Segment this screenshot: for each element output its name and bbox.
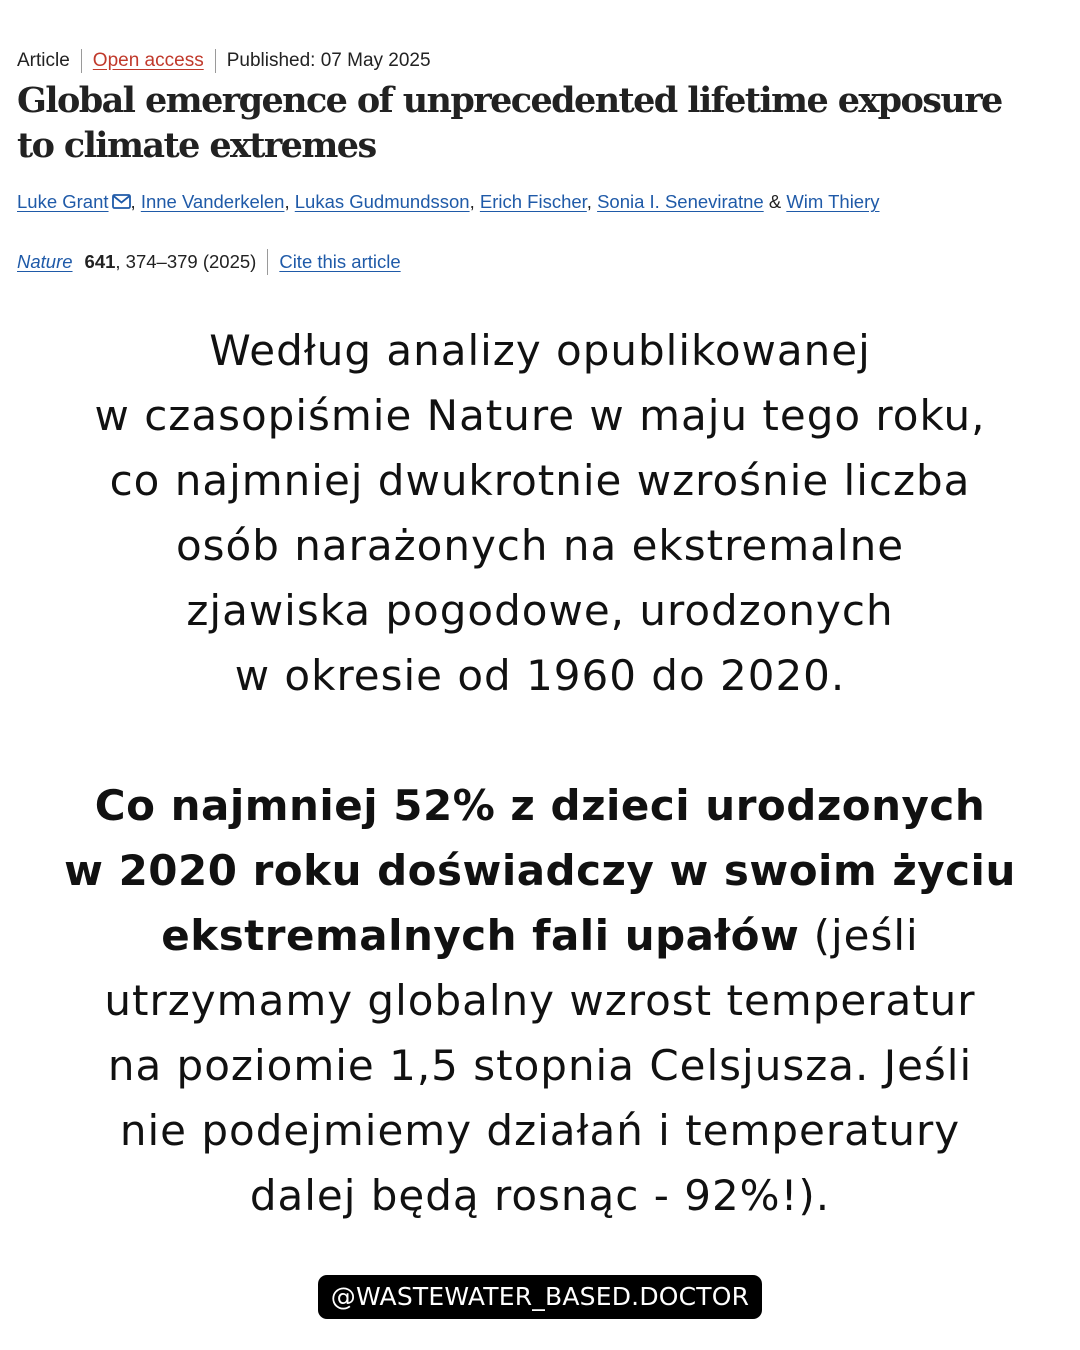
paragraph-2-line: na poziomie 1,5 stopnia Celsjusza. Jeśli	[107, 1041, 973, 1090]
author-separator: ,	[130, 191, 141, 212]
paragraph-2-line: (jeśli	[799, 911, 919, 960]
paragraph-1-line: w okresie od 1960 do 2020.	[234, 651, 846, 700]
author-handle-badge: @WASTEWATER_BASED.DOCTOR	[318, 1275, 762, 1319]
author-separator: ,	[284, 191, 295, 212]
article-type-label: Article	[17, 50, 70, 71]
paragraph-1-line: co najmniej dwukrotnie wzrośnie liczba	[109, 456, 971, 505]
article-meta-row	[17, 44, 1057, 78]
author-link[interactable]: Sonia I. Seneviratne	[597, 191, 764, 212]
author-link[interactable]: Wim Thiery	[786, 191, 880, 212]
paragraph-2-line: dalej będą rosnąc - 92%!).	[249, 1171, 831, 1220]
author-separator: ,	[469, 191, 480, 212]
author-list	[17, 187, 1057, 218]
author-link[interactable]: Lukas Gudmundsson	[294, 191, 470, 212]
open-access-link[interactable]: Open access	[92, 50, 204, 71]
paragraph-2-bold-line: w 2020 roku doświadczy w swoim życiu	[64, 846, 1016, 895]
paragraph-2-line: nie podejmiemy działań i temperatury	[119, 1106, 961, 1155]
article-title-line-2: to climate extremes	[17, 125, 376, 166]
author-link[interactable]: Inne Vanderkelen	[140, 191, 285, 212]
paragraph-1	[40, 318, 1040, 708]
citation-row	[17, 247, 1057, 277]
envelope-icon[interactable]	[112, 188, 131, 218]
paragraph-2-bold-line: ekstremalnych fali upałów	[161, 911, 800, 960]
meta-divider	[215, 49, 216, 73]
author-link[interactable]: Erich Fischer	[479, 191, 587, 212]
paragraph-2-line: utrzymamy globalny wzrost temperatur	[104, 976, 976, 1025]
paragraph-1-line: zjawiska pogodowe, urodzonych	[186, 586, 894, 635]
citation-divider	[267, 249, 268, 275]
journal-volume: 641	[84, 251, 116, 272]
paragraph-1-line: w czasopiśmie Nature w maju tego roku,	[94, 391, 986, 440]
pages-year: , 374–379 (2025)	[115, 251, 257, 272]
author-and: &	[763, 191, 787, 212]
article-title-line-1: Global emergence of unprecedented lifetime exposure	[17, 80, 1002, 121]
paragraph-1-line: Według analizy opublikowanej	[209, 326, 871, 375]
paragraph-2-bold-line: Co najmniej 52% z dzieci urodzonych	[94, 781, 986, 830]
journal-link[interactable]: Nature	[17, 251, 73, 272]
paragraph-1-line: osób narażonych na ekstremalne	[175, 521, 905, 570]
meta-divider	[81, 49, 82, 73]
author-link[interactable]: Luke Grant	[17, 191, 109, 212]
published-date: Published: 07 May 2025	[226, 50, 431, 71]
author-separator: ,	[586, 191, 598, 212]
post-body	[40, 318, 1040, 1228]
paragraph-2	[40, 773, 1040, 1228]
article-title	[17, 78, 1057, 168]
article-header	[17, 44, 1057, 277]
cite-article-link[interactable]: Cite this article	[279, 251, 401, 272]
